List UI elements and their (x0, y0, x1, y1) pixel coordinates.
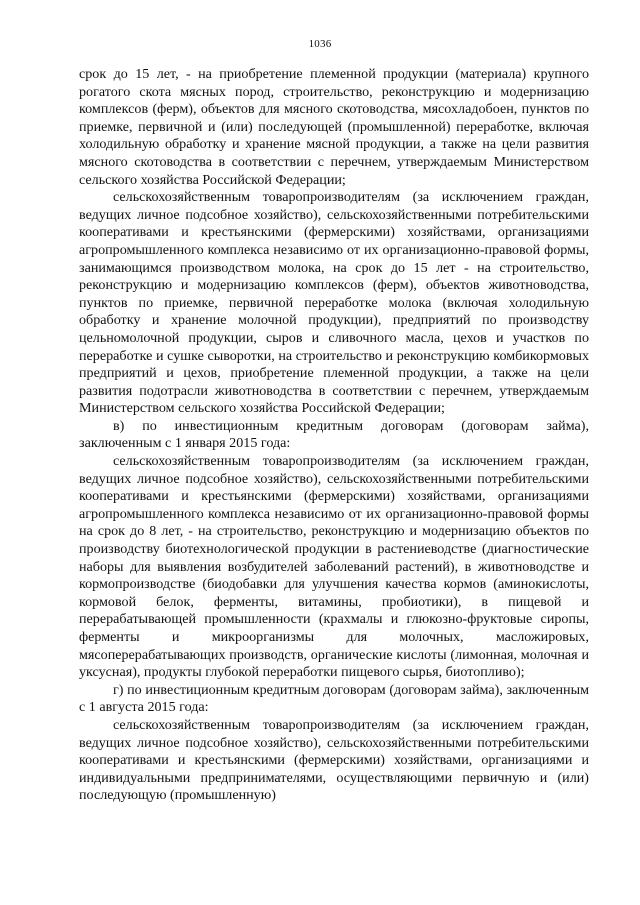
paragraph-5: г) по инвестиционным кредитным договорам (договорам займа), заключенным с 1 августа 2015 года: (79, 681, 589, 716)
body-text (79, 66, 589, 805)
page-number: 1036 (308, 38, 332, 50)
paragraph-3: в) по инвестиционным кредитным договорам (договорам займа), заключенным с 1 января 2015 года: (79, 417, 589, 452)
paragraph-4: сельскохозяйственным товаропроизводителям (за исключением граждан, ведущих личное подсобное хозяйство), сельскохозяйственными потребительскими кооперативами и крестьянскими (фермерскими) хозяйствами, организациями агропромышленного комплекса независимо от их организационно-правовой формы на срок до 8 лет, - на строительство, реконструкцию и модернизацию объектов по производству биотехнологической продукции в растениеводстве (диагностические наборы для выявления возбудителей заболеваний растений), в животноводстве и кормопроизводстве (биодобавки для улучшения качества кормов (аминокислоты, кормовой белок, ферменты, витамины, пробиотики), в пищевой и перерабатывающей промышленности (крахмалы и глюкозно-фруктовые сиропы, ферменты и микроорганизмы для молочных, масложировых, мясоперерабатывающих производств, органические кислоты (лимонная, молочная и уксусная), продукты глубокой переработки пищевого сырья, биотопливо); (79, 453, 589, 681)
paragraph-2: сельскохозяйственным товаропроизводителям (за исключением граждан, ведущих личное подсобное хозяйство), сельскохозяйственными потребительскими кооперативами и крестьянскими (фермерскими) хозяйствами, организациями агропромышленного комплекса независимо от их организационно-правовой формы, занимающимся производством молока, на срок до 15 лет - на строительство, реконструкцию и модернизацию комплексов (ферм), объектов животноводства, пунктов по приемке, первичной переработке молока (включая холодильную обработку и хранение молочной продукции), предприятий по производству цельномолочной продукции, сыров и сливочного масла, цехов и участков по переработке и сушке сыворотки, на строительство и реконструкцию комбикормовых предприятий и цехов, приобретение племенной продукции, а также на цели развития подотрасли животноводства в соответствии с перечнем, утверждаемым Министерством сельского хозяйства Российской Федерации; (79, 189, 589, 417)
paragraph-1: срок до 15 лет, - на приобретение племенной продукции (материала) крупного рогатого скота мясных пород, строительство, реконструкцию и модернизацию комплексов (ферм), объектов для мясного скотоводства, мясохладобоен, пунктов по приемке, первичной и (или) последующей (промышленной) переработке, включая холодильную обработку и хранение мясной продукции, а также на цели развития мясного скотоводства в соответствии с перечнем, утверждаемым Министерством сельского хозяйства Российской Федерации; (79, 66, 589, 188)
paragraph-6: сельскохозяйственным товаропроизводителям (за исключением граждан, ведущих личное подсобное хозяйство), сельскохозяйственными потребительскими кооперативами и крестьянскими (фермерскими) хозяйствами, организациями и индивидуальными предпринимателями, осуществляющими первичную и (или) последующую (промышленную) (79, 716, 589, 804)
